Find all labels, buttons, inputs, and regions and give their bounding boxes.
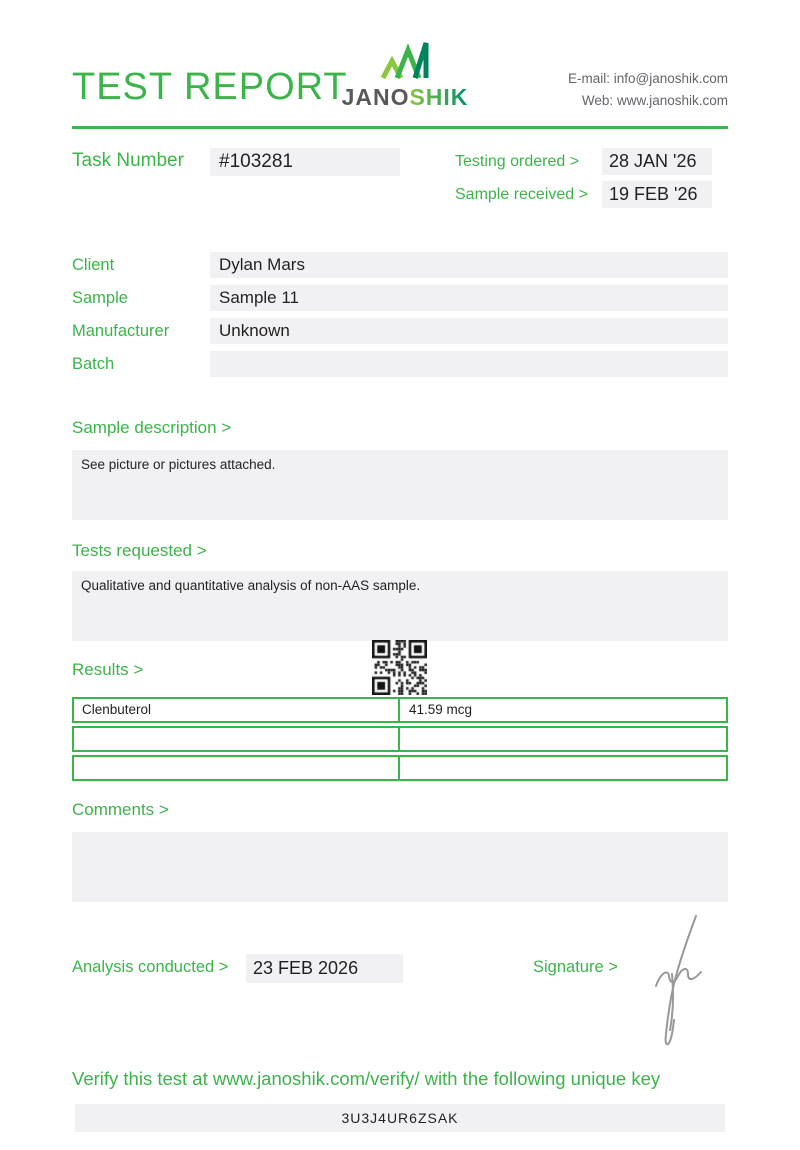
logo-chart-icon xyxy=(377,40,433,82)
tests-requested-box: Qualitative and quantitative analysis of non-AAS sample. xyxy=(72,571,728,641)
analysis-conducted-date: 23 FEB 2026 xyxy=(246,954,403,983)
sample-description-box: See picture or pictures attached. xyxy=(72,450,728,520)
table-row xyxy=(72,697,728,723)
table-row xyxy=(72,726,728,752)
signature-scribble xyxy=(638,910,713,1055)
result-substance: Clenbuterol xyxy=(74,699,400,721)
client-label: Client xyxy=(72,256,115,274)
header-divider xyxy=(72,126,728,129)
logo-wordmark xyxy=(336,84,474,111)
signature-label: Signature > xyxy=(533,958,618,976)
web-value: www.janoshik.com xyxy=(616,92,728,108)
unique-key: 3U3J4UR6ZSAK xyxy=(75,1104,725,1132)
task-number-label: Task Number xyxy=(72,150,184,171)
contact-web-line xyxy=(568,90,728,112)
client-value: Dylan Mars xyxy=(210,252,728,278)
sample-received-value: 19 FEB '26 xyxy=(602,181,712,208)
tests-requested-heading: Tests requested > xyxy=(72,541,207,560)
email-value: info@janoshik.com xyxy=(613,71,728,86)
email-label: E-mail: xyxy=(567,71,610,86)
result-substance xyxy=(74,757,400,779)
table-row xyxy=(72,755,728,781)
sample-description-heading: Sample description > xyxy=(72,418,232,437)
comments-heading: Comments > xyxy=(72,800,169,819)
batch-value xyxy=(210,351,728,377)
result-amount: 41.59 mcg xyxy=(409,702,473,717)
verify-text: Verify this test at www.janoshik.com/verify/ with the following unique key xyxy=(72,1068,661,1089)
task-number-value: #103281 xyxy=(210,148,400,176)
manufacturer-label: Manufacturer xyxy=(72,322,170,340)
qr-code xyxy=(372,640,427,695)
sample-value: Sample 11 xyxy=(210,285,728,311)
batch-label: Batch xyxy=(72,355,115,373)
analysis-conducted-label: Analysis conducted > xyxy=(72,958,229,976)
contact-email-line xyxy=(568,68,728,90)
result-amount xyxy=(400,757,726,779)
comments-box xyxy=(72,832,728,902)
testing-ordered-label: Testing ordered > xyxy=(455,153,580,170)
logo xyxy=(336,40,474,111)
contact-info xyxy=(568,68,728,111)
logo-text-secondary: SHIK xyxy=(409,84,469,110)
logo-text-primary: JANO xyxy=(341,84,410,110)
results-table xyxy=(72,697,728,784)
page-title: TEST REPORT xyxy=(72,66,348,108)
testing-ordered-value: 28 JAN '26 xyxy=(602,148,712,175)
results-heading: Results > xyxy=(72,660,144,679)
sample-label: Sample xyxy=(72,289,128,307)
manufacturer-value: Unknown xyxy=(210,318,728,344)
result-substance xyxy=(74,728,400,750)
web-label: Web: xyxy=(581,92,614,108)
sample-received-label: Sample received > xyxy=(455,186,588,203)
result-amount xyxy=(400,728,726,750)
